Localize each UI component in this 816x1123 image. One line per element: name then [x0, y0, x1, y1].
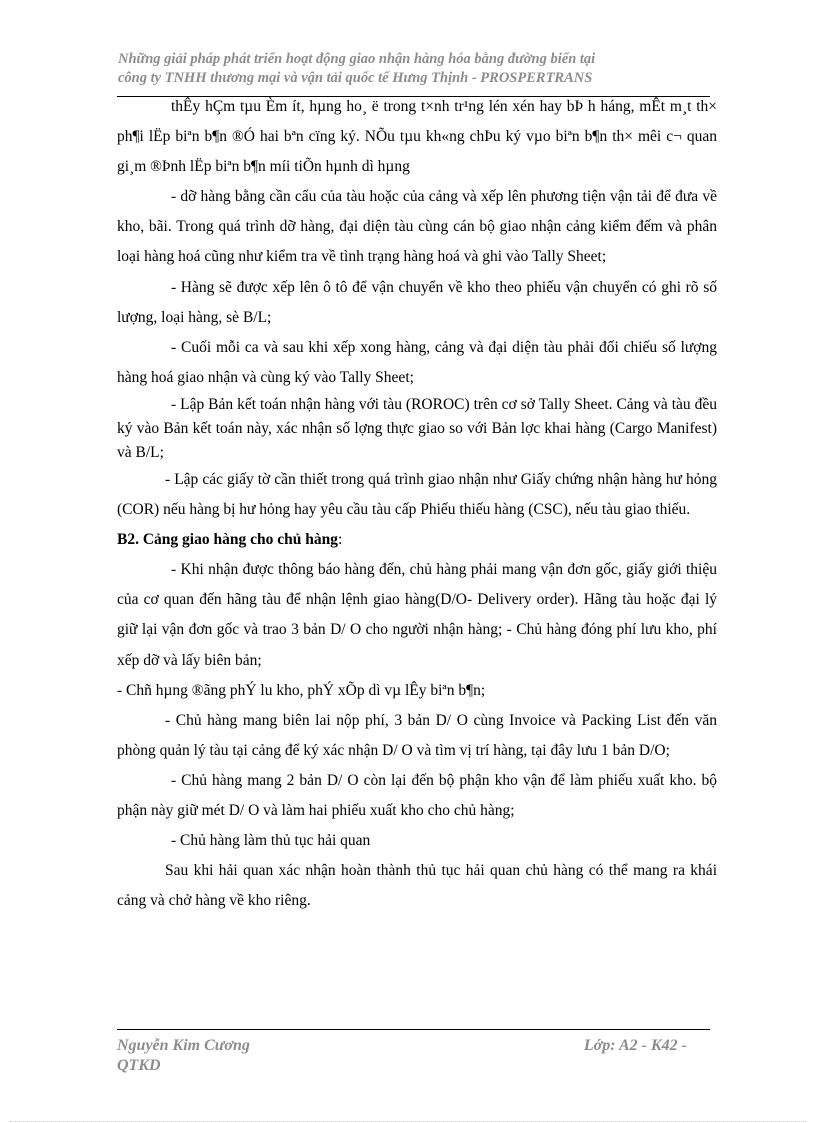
- paragraph-5: - Lập Bản kết toán nhận hàng với tàu (ROROC) trên cơ sở Tally Sheet. Cảng và tàu đều ký vào Bản kết toán này, xác nhận số lợng thực giao so với Bản lợc khai hàng (Cargo Manifest) và B/L;: [117, 395, 717, 461]
- header-line-1: Những giải pháp phát triển hoạt động giao nhận hàng hóa bằng đường biển tại: [118, 51, 596, 67]
- section-heading: [117, 525, 717, 555]
- paragraph-10: - Chủ hàng mang 2 bản D/ O còn lại đến bộ phận kho vận để làm phiếu xuất kho. bộ phận này giữ mét D/ O và làm hai phiếu xuất kho cho chủ hàng;: [117, 771, 717, 819]
- section-colon: :: [337, 531, 343, 549]
- page-bottom-edge: [10, 1121, 806, 1122]
- footer-author: Nguyễn Kim Cương: [117, 1037, 250, 1054]
- header-line-2: công ty TNHH thương mại và vận tải quốc tế Hưng Thịnh - PROSPERTRANS: [118, 70, 593, 86]
- paragraph-11: - Chủ hàng làm thủ tục hải quan: [171, 832, 371, 850]
- footer-rule: [117, 1029, 710, 1030]
- paragraph-8: - Chñ hµng ®ãng phÝ lu kho, phÝ xÕp dì vµ lÊy biªn b¶n;: [117, 681, 486, 699]
- section-title: B2. Cảng giao hàng cho chủ hàng: [117, 531, 338, 549]
- page-footer: [117, 1036, 687, 1076]
- footer-dept: QTKD: [117, 1057, 161, 1074]
- paragraph-3: - Hàng sẽ được xếp lên ô tô để vận chuyển về kho theo phiếu vận chuyển có ghi rõ số lượng, loại hàng, sè B/L;: [117, 278, 717, 326]
- paragraph-7: - Khi nhận được thông báo hàng đến, chủ hàng phải mang vận đơn gốc, giấy giới thiệu của cơ quan đến hãng tàu để nhận lệnh giao hàng(D/O- Delivery order). Hãng tàu hoặc đại lý giữ lại vận đơn gốc và trao 3 bản D/ O cho người nhận hàng; - Chủ hàng đóng phí lưu kho, phí xếp dỡ và lấy biên bản;: [117, 561, 717, 669]
- paragraph-2: - dỡ hàng bằng cần cẩu của tàu hoặc của cảng và xếp lên phương tiện vận tải để đưa về kho, bãi. Trong quá trình dỡ hàng, đại diện tàu cùng cán bộ giao nhận cảng kiểm đếm và phân loại hàng hoá cũng như kiểm tra về tình trạng hàng hoá và ghi vào Tally Sheet;: [117, 188, 717, 266]
- paragraph-9: - Chủ hàng mang biên lai nộp phí, 3 bản D/ O cùng Invoice và Packing List đến văn phòng quản lý tàu tại cảng để ký xác nhận D/ O và tìm vị trí hàng, tại đây lưu 1 bản D/O;: [117, 711, 717, 759]
- footer-class: Lớp: A2 - K42 -: [583, 1037, 687, 1054]
- page-header: [118, 50, 710, 88]
- document-body: [117, 92, 717, 916]
- paragraph-12: Sau khi hải quan xác nhận hoàn thành thủ tục hải quan chủ hàng có thể mang ra khái cảng và chở hàng về kho riêng.: [117, 862, 717, 910]
- paragraph-6: - Lập các giấy tờ cần thiết trong quá trình giao nhận như Giấy chứng nhận hàng hư hỏng (COR) nếu hàng bị hư hỏng hay yêu cầu tàu cấp Phiếu thiếu hàng (CSC), nếu tàu giao thiếu.: [117, 470, 717, 519]
- paragraph-4: - Cuối mỗi ca và sau khi xếp xong hàng, cảng và đại diện tàu phải đối chiếu số lượng hàng hoá giao nhận và cùng ký vào Tally Sheet;: [117, 338, 717, 386]
- paragraph-1: thÊy hÇm tµu Èm ít, hµng ho¸ ë trong t×nh tr¹ng lén xén hay bÞ h háng, mÊt m¸t th× ph¶i lËp biªn b¶n ®Ó hai bªn cïng ký. NÕu tµu kh«ng chÞu ký vµo biªn b¶n th× mêi c¬ quan gi¸m ®Þnh lËp biªn b¶n míi tiÕn hµnh dì hµng: [117, 98, 717, 176]
